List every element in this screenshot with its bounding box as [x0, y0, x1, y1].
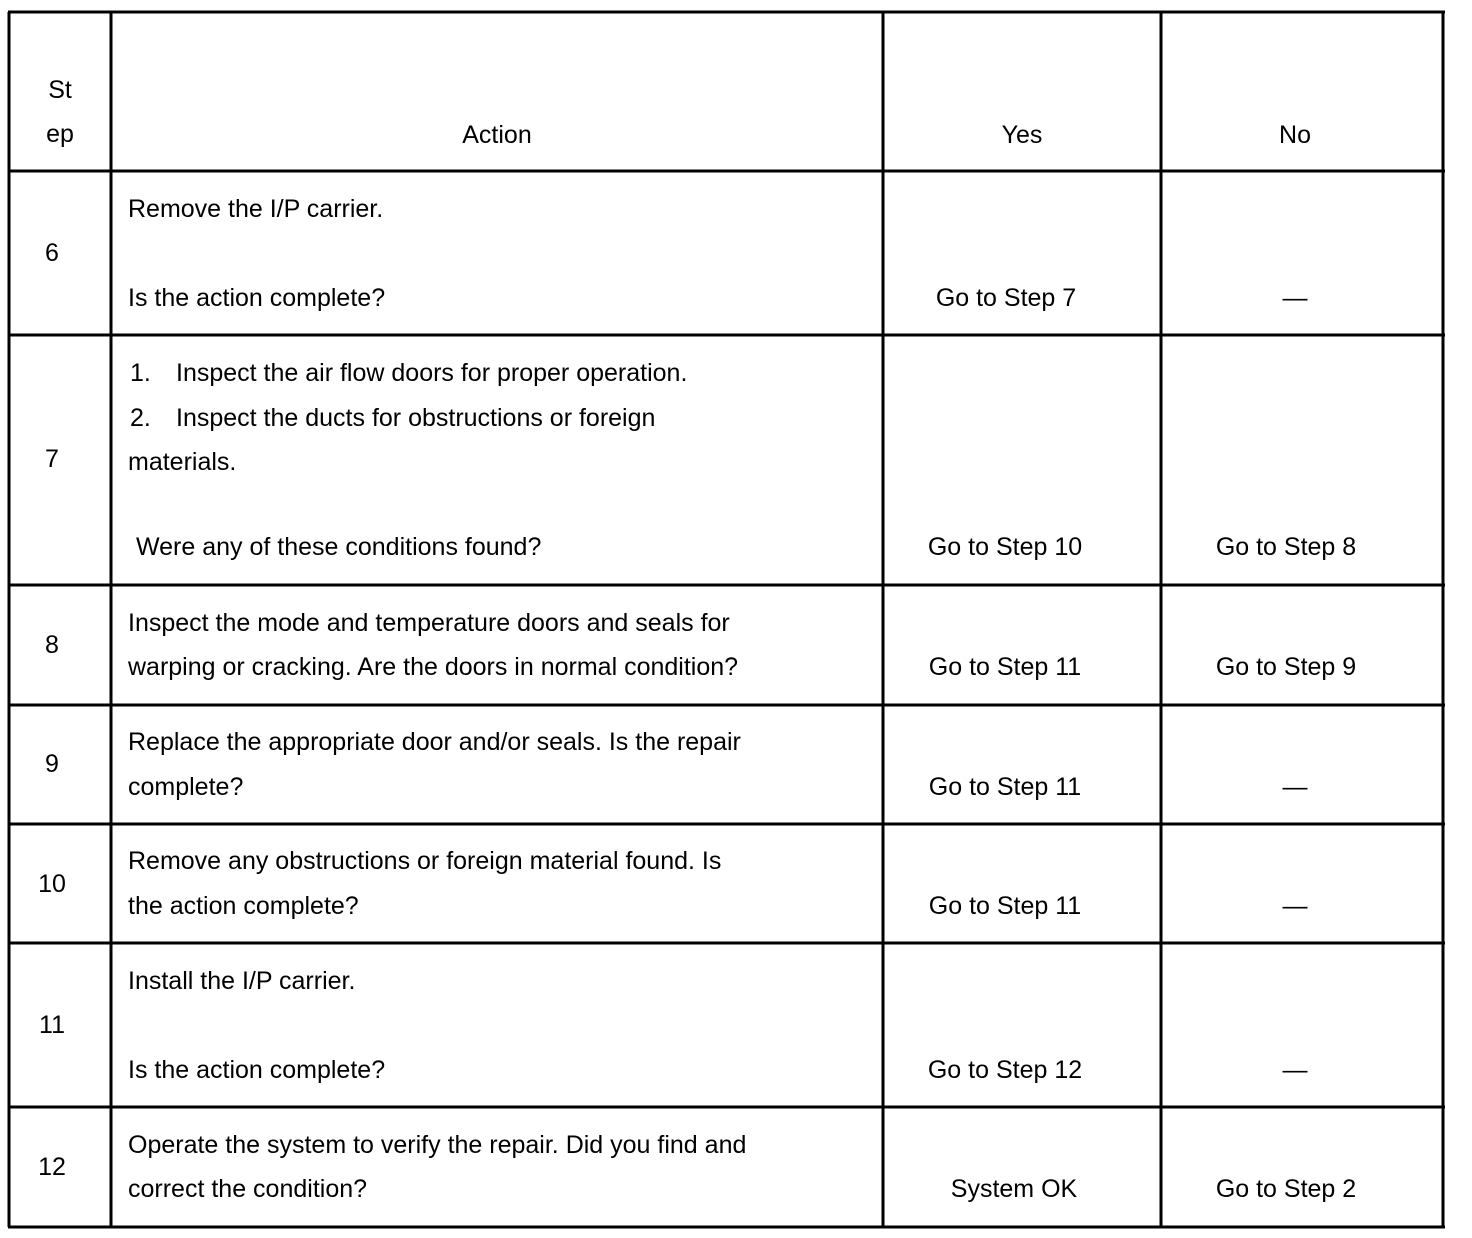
step-number: 11: [39, 1011, 65, 1039]
step-number: 6: [45, 239, 59, 267]
action-list-item: [130, 351, 687, 395]
action-text: Install the I/P carrier.: [128, 967, 356, 995]
action-list-item: [130, 396, 655, 440]
action-text: Inspect the mode and temperature doors and seals for: [128, 609, 730, 637]
header-action: Action: [462, 121, 532, 149]
action-text: complete?: [128, 773, 244, 801]
header-step: [9, 68, 111, 156]
action-text: Remove any obstructions or foreign material found. Is: [128, 847, 722, 875]
header-no: No: [1279, 121, 1311, 149]
action-question: Is the action complete?: [128, 1056, 386, 1084]
yes-result: Go to Step 7: [935, 284, 1077, 312]
no-result: Go to Step 9: [1215, 653, 1357, 681]
action-text: Operate the system to verify the repair. Did you find and: [128, 1131, 747, 1159]
action-text: correct the condition?: [128, 1175, 368, 1203]
no-result: —: [1282, 892, 1308, 920]
list-text: Inspect the air flow doors for proper operation.: [176, 359, 688, 387]
header-yes: Yes: [1001, 121, 1043, 149]
step-number: 9: [45, 750, 59, 778]
action-text: Remove the I/P carrier.: [128, 195, 384, 223]
no-result: —: [1282, 773, 1308, 801]
list-number: 1.: [130, 359, 151, 387]
action-text: the action complete?: [128, 892, 359, 920]
yes-result: Go to Step 11: [928, 653, 1082, 681]
action-question: Were any of these conditions found?: [136, 533, 542, 561]
list-number: 2.: [130, 404, 151, 432]
step-number: 10: [38, 870, 66, 898]
no-result: Go to Step 8: [1215, 533, 1357, 561]
action-text: Replace the appropriate door and/or seals. Is the repair: [128, 728, 741, 756]
action-text: warping or cracking. Are the doors in normal condition?: [128, 653, 739, 681]
action-question: Is the action complete?: [128, 284, 386, 312]
yes-result: Go to Step 11: [928, 773, 1082, 801]
no-result: —: [1282, 284, 1308, 312]
list-text: Inspect the ducts for obstructions or foreign: [176, 404, 656, 432]
action-text: materials.: [128, 448, 237, 476]
no-result: —: [1282, 1056, 1308, 1084]
step-number: 7: [45, 445, 59, 473]
header-step-line2: ep: [46, 120, 74, 148]
header-step-line1: St: [48, 76, 72, 104]
step-number: 12: [38, 1153, 66, 1181]
step-number: 8: [45, 631, 59, 659]
no-result: Go to Step 2: [1215, 1175, 1357, 1203]
yes-result: Go to Step 12: [927, 1056, 1083, 1084]
yes-result: System OK: [950, 1175, 1078, 1203]
yes-result: Go to Step 11: [928, 892, 1082, 920]
yes-result: Go to Step 10: [927, 533, 1083, 561]
